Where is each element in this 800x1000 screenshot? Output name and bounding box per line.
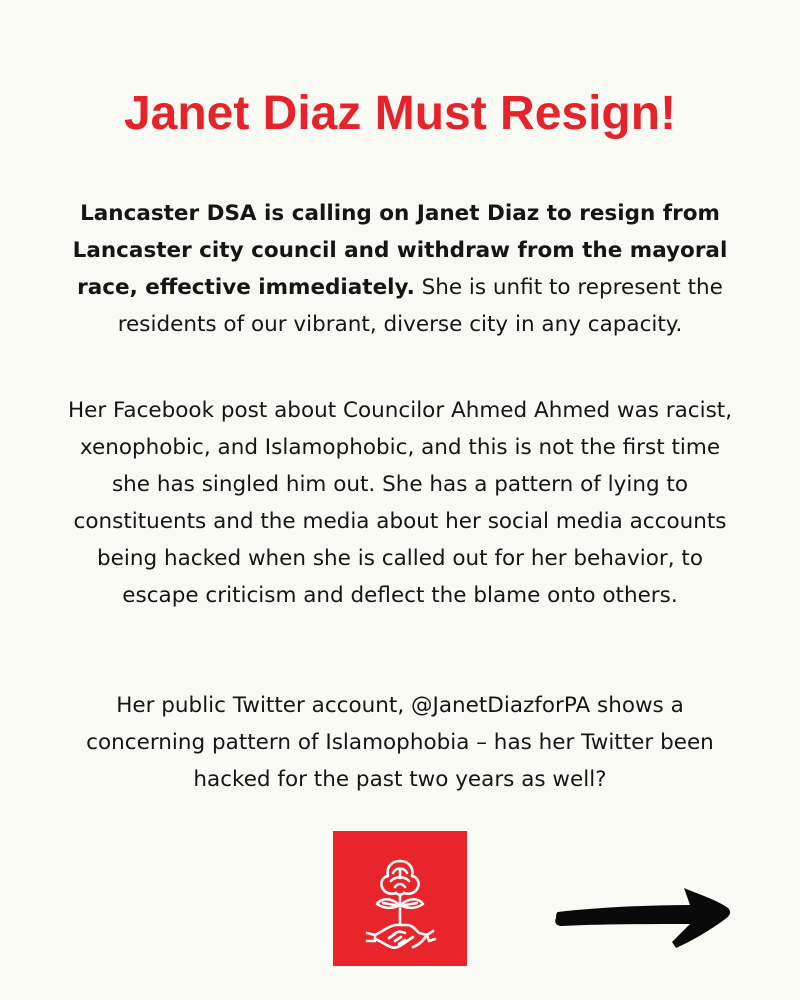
paragraph-demand-bold: Lancaster DSA is calling on Janet Diaz to resign from Lancaster city council and withdraw from the mayoral race, effective immediately. xyxy=(72,201,728,300)
arrow-right-icon xyxy=(552,872,734,952)
dsa-logo xyxy=(333,831,467,966)
rose-handshake-icon xyxy=(333,831,467,966)
paragraph-twitter: Her public Twitter account, @JanetDiazforPA shows a concerning pattern of Islamophobia – has her Twitter been hacked for the past two years as well? xyxy=(86,693,714,792)
paragraph-demand xyxy=(60,195,740,343)
paragraph-facebook: Her Facebook post about Councilor Ahmed Ahmed was racist, xenophobic, and Islamophobic, and this is not the first time she has singled him out. She has a pattern of lying to constituents and the media about her social media accounts being hacked when she is called out for her behavior, to escape criticism and deflect the blame onto others. xyxy=(67,398,733,608)
next-arrow-button[interactable] xyxy=(552,872,734,952)
page-title: Janet Diaz Must Resign! xyxy=(123,87,677,140)
paragraph-demand-regular: She is unfit to represent the residents of our vibrant, diverse city in any capacity. xyxy=(117,275,723,337)
